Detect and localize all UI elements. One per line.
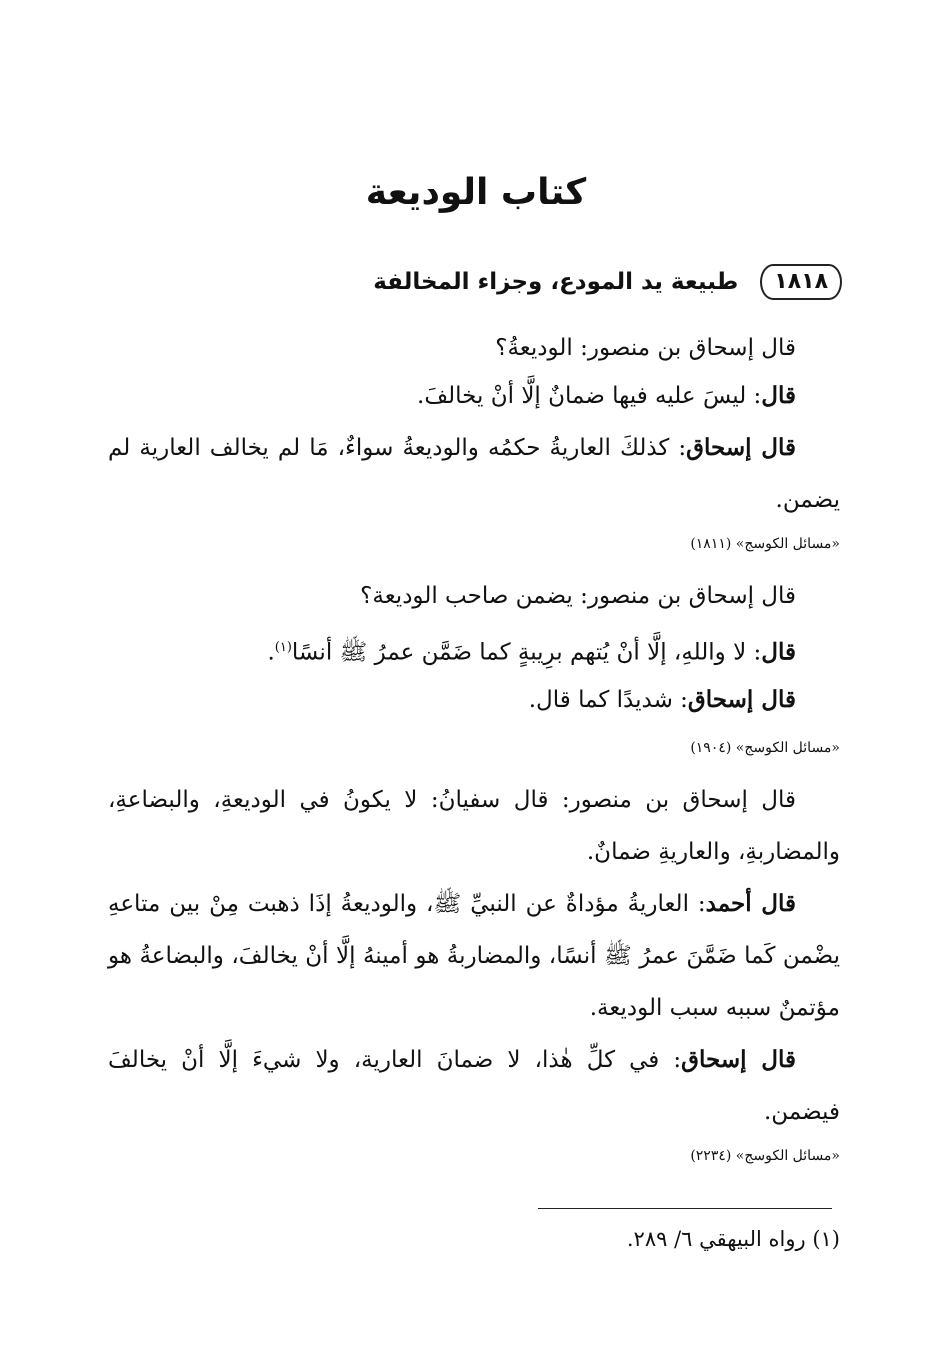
block1-question: [108, 322, 840, 374]
block2-comment: [108, 674, 840, 726]
footnote-reference[interactable]: (١): [274, 640, 292, 655]
block3-answer-text: : العاريةُ مؤداةٌ عن النبيِّ ﷺ، والوديعةُ إذَا ذهبت مِنْ بين متاعهِ يضْمن كَما ضَمَّنَ عمرُ ﷺ أنسًا، والمضاربةُ هو أمينهُ إلَّا أنْ يخالفَ، والبضاعةُ هو مؤتمنٌ سببه سبب الوديعة.: [108, 891, 840, 1021]
block3-source: «مسائل الكوسج» (٢٢٣٤): [690, 1148, 840, 1164]
block3-comment-speaker: قال إسحاق: [681, 1046, 796, 1073]
block3-answer: [108, 878, 840, 1034]
block2-source: «مسائل الكوسج» (١٩٠٤): [690, 740, 840, 756]
block2-comment-speaker: قال إسحاق: [687, 686, 796, 713]
block1-comment-text: : كذلكَ العاريةُ حكمُه والوديعةُ سواءٌ، مَا لم يخالف العارية لم يضمن.: [108, 435, 840, 513]
block1-comment: [108, 422, 840, 526]
footnote: [627, 1222, 840, 1256]
block3-question: [108, 774, 840, 878]
section-title: طبيعة يد المودع، وجزاء المخالفة: [373, 269, 739, 295]
block1-answer-speaker: قال: [761, 382, 796, 409]
block2-answer-speaker: قال: [761, 638, 796, 666]
book-title: كتاب الوديعة: [365, 172, 587, 213]
block1-comment-speaker: قال إسحاق: [686, 434, 796, 461]
block2-question: [108, 570, 840, 622]
block3-answer-speaker: قال أحمد: [705, 890, 796, 917]
block2-comment-text: : شديدًا كما قال.: [528, 687, 688, 713]
block1-answer: [108, 370, 840, 422]
block2-answer-text: : لا واللهِ، إلَّا أنْ يُتهم برِيبةٍ كما ضَمَّن عمرُ ﷺ أنسًا: [291, 639, 762, 666]
block2-answer-end: .: [267, 639, 275, 666]
block1-source: «مسائل الكوسج» (١٨١١): [690, 536, 840, 552]
footnote-text: رواه البيهقي ٦/ ٢٨٩.: [626, 1227, 806, 1251]
block2-answer: [108, 622, 840, 679]
block2-question-text: قال إسحاق بن منصور: يضمن صاحب الوديعة؟: [360, 583, 796, 609]
block3-comment-text: : في كلِّ هٰذا، لا ضمانَ العارية، ولا شيءَ إلَّا أنْ يخالفَ فيضمن.: [108, 1047, 840, 1125]
block3-comment: [108, 1034, 840, 1138]
footnote-divider: [538, 1208, 832, 1209]
block3-question-text: قال إسحاق بن منصور: قال سفيانُ: لا يكونُ في الوديعةِ، والبضاعةِ، والمضاربةِ، والعاريةِ ضمانٌ.: [108, 787, 840, 865]
block1-question-text: قال إسحاق بن منصور: الوديعةُ؟: [495, 335, 796, 361]
footnote-marker: (١): [812, 1227, 840, 1251]
block1-answer-text: : ليسَ عليه فيها ضمانٌ إلَّا أنْ يخالفَ.: [417, 383, 762, 409]
section-number-badge: ١٨١٨: [760, 264, 842, 300]
section-header: [373, 262, 842, 302]
